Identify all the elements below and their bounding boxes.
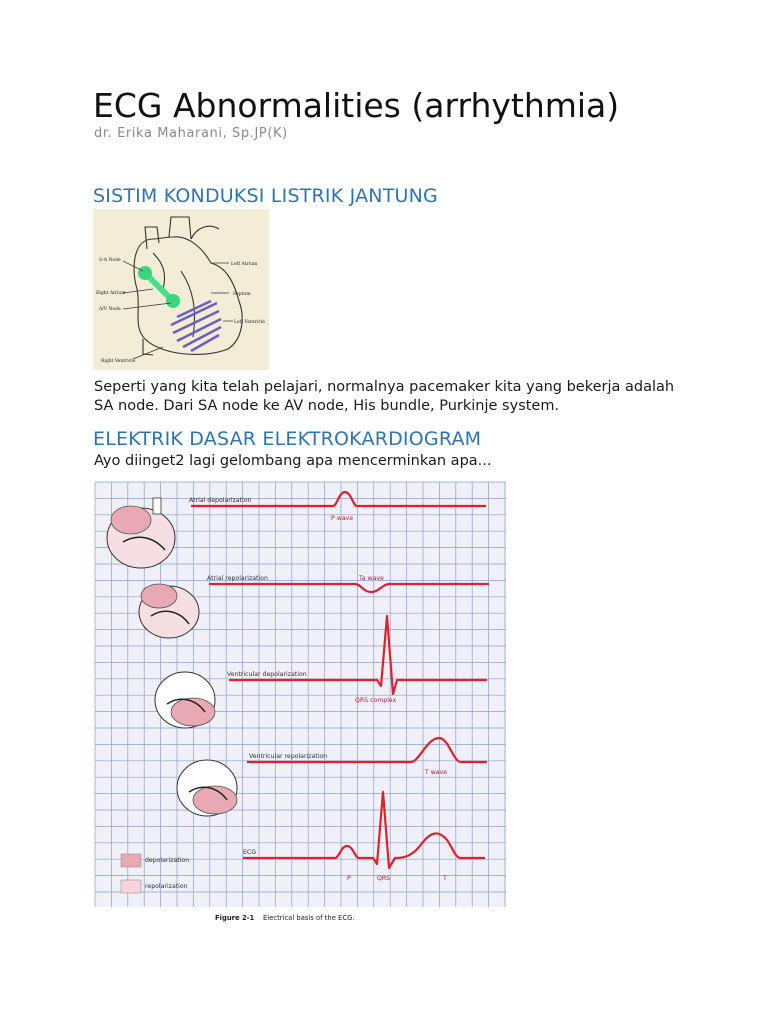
heart-conduction-figure	[93, 209, 269, 370]
wave-label-ta: Ta wave	[359, 575, 384, 582]
conduction-paragraph-line-1: Seperti yang kita telah pelajari, normalnya pacemaker kita yang bekerja adalah	[94, 379, 675, 395]
row-label-atrial-depolarization: Atrial depolarization	[189, 497, 252, 504]
figure-caption-text: Electrical basis of the ECG.	[263, 914, 355, 922]
label-right-ventricle: Right Ventricle	[101, 359, 136, 364]
label-right-atrium: Right Atrium	[96, 291, 126, 296]
label-left-atrium: Left Atrium	[231, 262, 258, 267]
document-title: ECG Abnormalities (arrhythmia)	[93, 86, 620, 125]
label-septum: Septum	[233, 292, 251, 297]
row-label-ventricular-depolarization: Ventricular depolarization	[227, 671, 307, 678]
figure-background	[93, 209, 269, 370]
elektrik-paragraph: Ayo diinget2 lagi gelombang apa mencerminkan apa...	[94, 453, 492, 469]
label-sa-node: S-A Node	[99, 258, 121, 263]
legend-label-depolarization: depolarization	[145, 857, 190, 864]
figure-caption-prefix: Figure 2-1	[215, 914, 255, 922]
section-heading-elektrik: ELEKTRIK DASAR ELEKTROKARDIOGRAM	[93, 428, 482, 450]
ecg-label-qrs: QRS	[377, 875, 391, 882]
legend-swatch-repolarization	[121, 880, 141, 893]
ecg-row-label: ECG	[243, 849, 257, 856]
heart-diagram-ventricular-repolarization	[177, 760, 237, 816]
row-label-atrial-repolarization: Atrial repolarization	[207, 575, 268, 582]
legend-label-repolarization: repolarization	[145, 883, 188, 890]
heart-diagram-ventricular-depolarization	[155, 672, 215, 728]
wave-label-p: P wave	[331, 515, 354, 522]
wave-label-t: T wave	[425, 769, 448, 776]
ecg-label-t: T	[443, 875, 447, 882]
wave-label-qrs: QRS complex	[355, 697, 397, 704]
av-node-marker	[166, 294, 180, 308]
ecg-label-p: P	[347, 875, 351, 882]
author-line: dr. Erika Maharani, Sp.JP(K)	[94, 126, 288, 141]
ecg-electrical-basis-figure	[93, 480, 508, 927]
legend-swatch-depolarization	[121, 854, 141, 867]
label-left-ventricle: Left Ventricle	[234, 320, 265, 325]
section-heading-konduksi: SISTIM KONDUKSI LISTRIK JANTUNG	[93, 185, 438, 207]
row-label-ventricular-repolarization: Ventricular repolarization	[249, 753, 328, 760]
conduction-paragraph-line-2: SA node. Dari SA node ke AV node, His bundle, Purkinje system.	[94, 398, 560, 414]
label-av-node: A/V Node	[99, 307, 121, 312]
sa-node-marker	[138, 266, 152, 280]
